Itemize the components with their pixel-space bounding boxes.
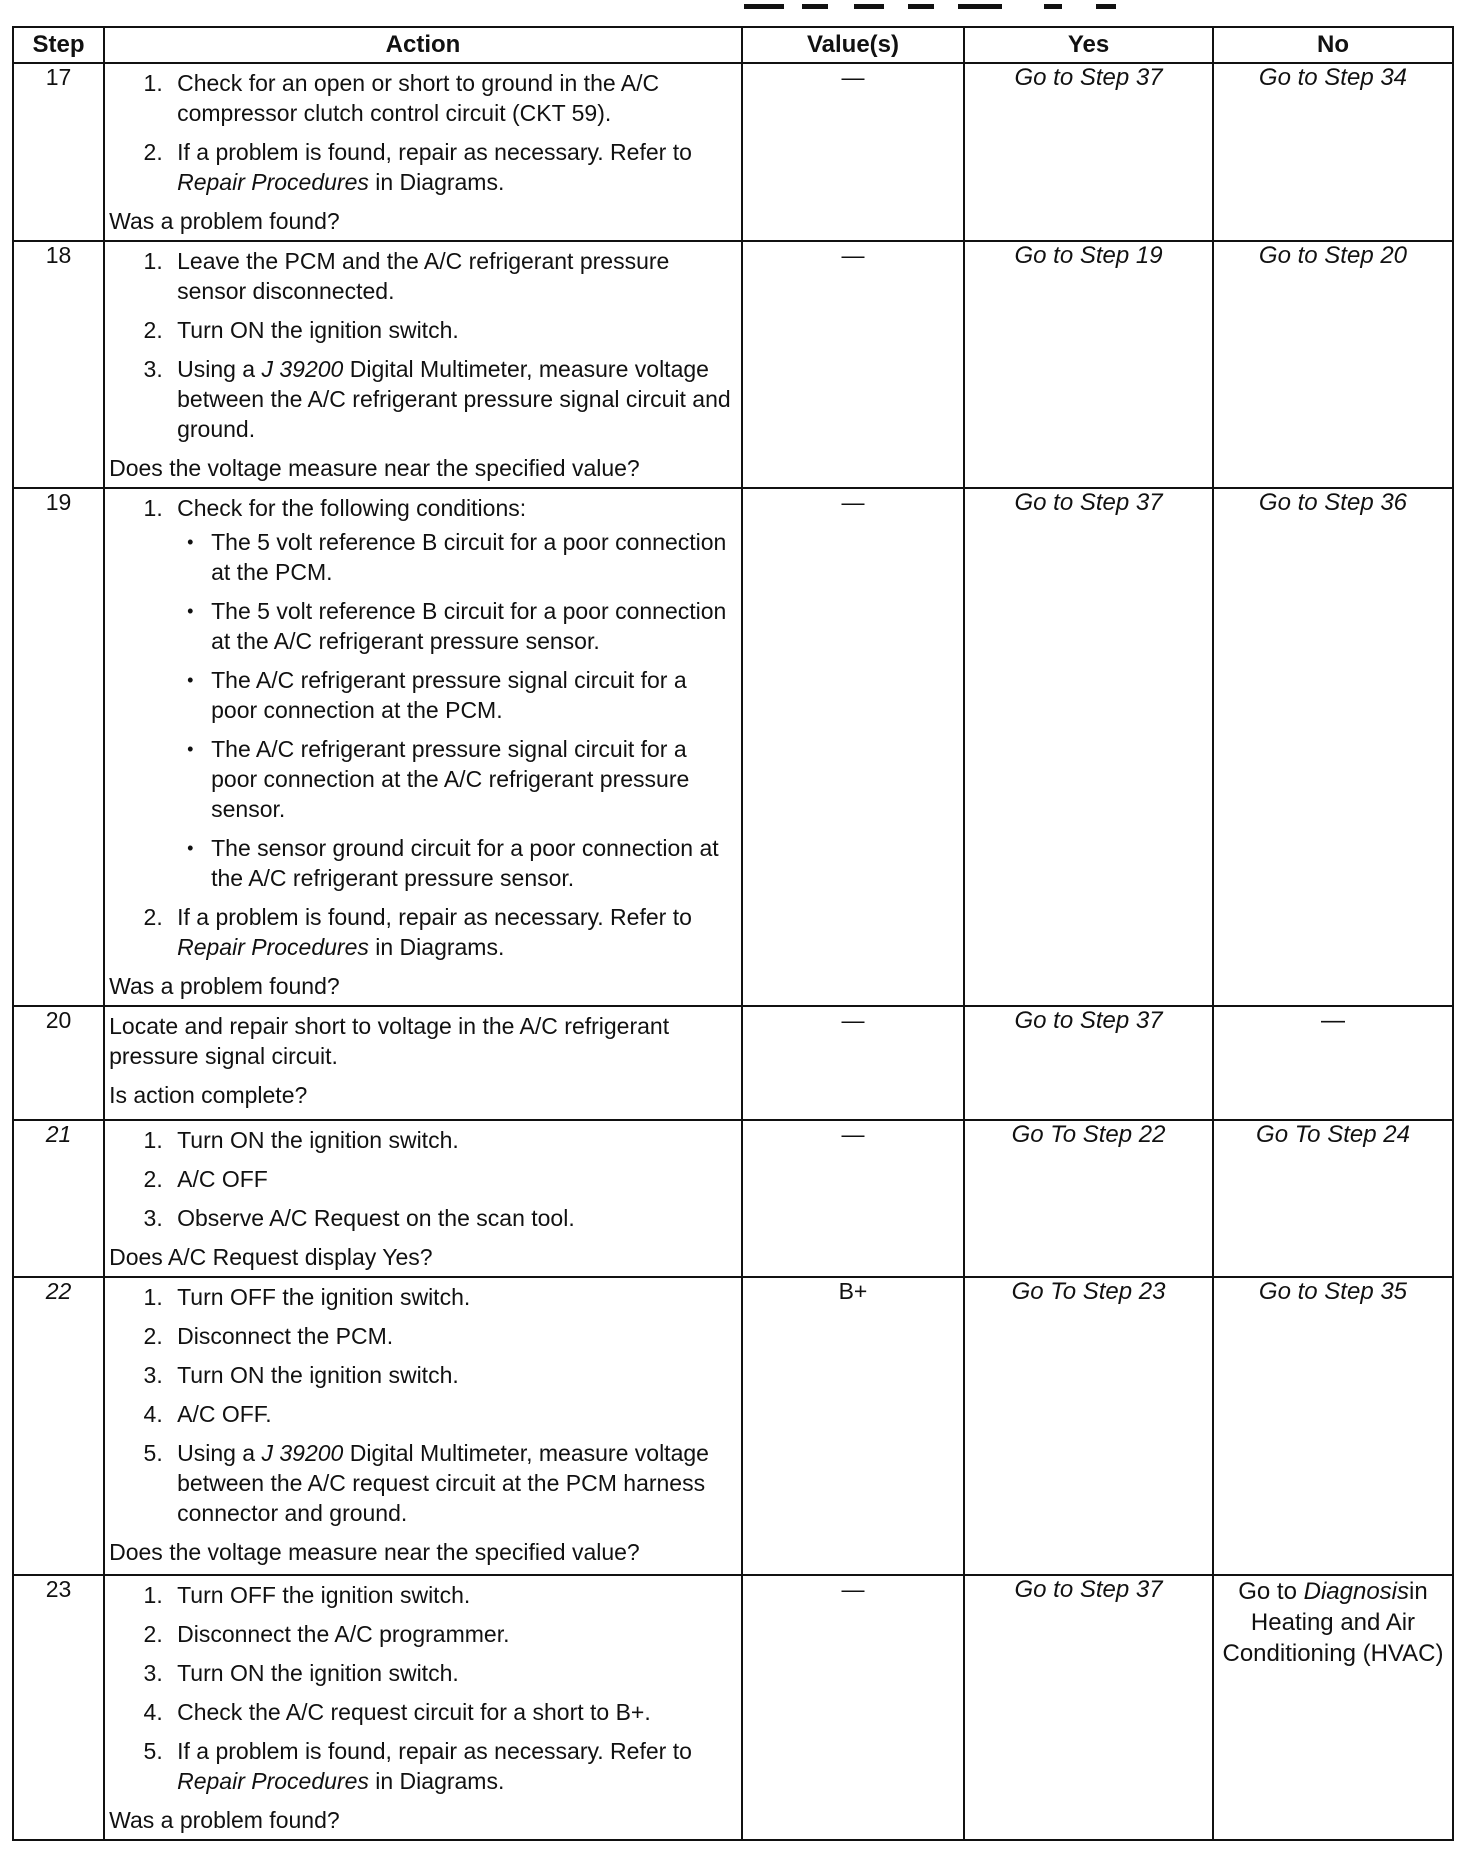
action-item: 1. Turn OFF the ignition switch. xyxy=(169,1282,735,1312)
action-cell xyxy=(104,1120,742,1277)
action-steps xyxy=(109,246,735,444)
action-cell xyxy=(104,63,742,241)
table-row xyxy=(13,63,1453,241)
value-cell: — xyxy=(742,241,964,488)
action-question: Was a problem found? xyxy=(109,208,340,234)
yes-result: Go to Step 37 xyxy=(964,488,1213,1006)
value-cell: — xyxy=(742,63,964,241)
action-item: 2. Turn ON the ignition switch. xyxy=(169,315,735,345)
table-row xyxy=(13,1006,1453,1120)
yes-result: Go To Step 23 xyxy=(964,1277,1213,1575)
action-item: 2. A/C OFF xyxy=(169,1164,735,1194)
yes-result: Go to Step 37 xyxy=(964,1006,1213,1120)
action-item: 4. A/C OFF. xyxy=(169,1399,735,1429)
header-values: Value(s) xyxy=(742,27,964,63)
no-result: Go to Step 20 xyxy=(1213,241,1453,488)
action-cell xyxy=(104,241,742,488)
action-question: Was a problem found? xyxy=(109,973,340,999)
yes-result: Go to Step 37 xyxy=(964,63,1213,241)
step-number: 19 xyxy=(13,488,104,1006)
action-steps xyxy=(109,68,735,197)
action-item: 1. Check for an open or short to ground in the A/C compressor clutch control circuit (CKT 59). xyxy=(169,68,735,128)
action-steps xyxy=(109,1125,735,1233)
step-number: 20 xyxy=(13,1006,104,1120)
condition-item: • The sensor ground circuit for a poor connection at the A/C refrigerant pressure sensor. xyxy=(211,833,735,893)
action-item: 5. If a problem is found, repair as necessary. Refer to Repair Procedures in Diagrams. xyxy=(169,1736,735,1796)
condition-item: • The A/C refrigerant pressure signal circuit for a poor connection at the A/C refrigerant pressure sensor. xyxy=(211,734,735,824)
action-item: 1. Check for the following conditions: • The 5 volt reference B circuit for a poor connection at the PCM. • The 5 volt reference B circuit for a poor connection at the A/C refrigerant pressure sensor. • The A/C refrigerant pressure signal circuit for a poor connection at the PCM. • The A/C refrigerant pressure signal circuit for a poor connection at the A/C refrigerant pressure sensor. • The sensor ground circuit for a poor connection at the A/C refrigerant pressure sensor. xyxy=(169,493,735,893)
step-number: 17 xyxy=(13,63,104,241)
value-cell: B+ xyxy=(742,1277,964,1575)
diagnostic-table xyxy=(12,26,1454,1841)
table-row xyxy=(13,1277,1453,1575)
header-no: No xyxy=(1213,27,1453,63)
action-question: Does the voltage measure near the specified value? xyxy=(109,1539,640,1565)
cropped-title-remnant xyxy=(744,0,1124,14)
value-cell: — xyxy=(742,1120,964,1277)
condition-item: • The A/C refrigerant pressure signal circuit for a poor connection at the PCM. xyxy=(211,665,735,725)
action-item: 2. Disconnect the PCM. xyxy=(169,1321,735,1351)
no-result: Go to Step 34 xyxy=(1213,63,1453,241)
action-item: 3. Turn ON the ignition switch. xyxy=(169,1360,735,1390)
no-result: Go to Diagnosisin Heating and Air Conditioning (HVAC) xyxy=(1213,1575,1453,1840)
table-row xyxy=(13,1575,1453,1840)
no-result: Go To Step 24 xyxy=(1213,1120,1453,1277)
step-number: 18 xyxy=(13,241,104,488)
action-item: 3. Turn ON the ignition switch. xyxy=(169,1658,735,1688)
action-steps xyxy=(109,1282,735,1528)
yes-result: Go to Step 19 xyxy=(964,241,1213,488)
action-cell xyxy=(104,1277,742,1575)
action-item: 2. Disconnect the A/C programmer. xyxy=(169,1619,735,1649)
action-item: 3. Using a J 39200 Digital Multimeter, measure voltage between the A/C refrigerant pressure signal circuit and ground. xyxy=(169,354,735,444)
action-steps xyxy=(109,493,735,962)
header-row xyxy=(13,27,1453,63)
action-cell xyxy=(104,1006,742,1120)
action-question: Is action complete? xyxy=(109,1082,308,1108)
step-number: 22 xyxy=(13,1277,104,1575)
action-item: 2. If a problem is found, repair as necessary. Refer to Repair Procedures in Diagrams. xyxy=(169,902,735,962)
action-question: Does the voltage measure near the specified value? xyxy=(109,455,640,481)
value-cell: — xyxy=(742,488,964,1006)
step-number: 21 xyxy=(13,1120,104,1277)
action-item: 2. If a problem is found, repair as necessary. Refer to Repair Procedures in Diagrams. xyxy=(169,137,735,197)
action-steps xyxy=(109,1580,735,1796)
condition-item: • The 5 volt reference B circuit for a poor connection at the A/C refrigerant pressure sensor. xyxy=(211,596,735,656)
yes-result: Go to Step 37 xyxy=(964,1575,1213,1840)
header-yes: Yes xyxy=(964,27,1213,63)
action-text: Locate and repair short to voltage in the A/C refrigerant pressure signal circuit. xyxy=(109,1013,670,1069)
table-row xyxy=(13,241,1453,488)
action-cell xyxy=(104,488,742,1006)
no-result: Go to Step 35 xyxy=(1213,1277,1453,1575)
header-step: Step xyxy=(13,27,104,63)
action-question: Was a problem found? xyxy=(109,1807,340,1833)
value-cell: — xyxy=(742,1006,964,1120)
action-cell xyxy=(104,1575,742,1840)
table-row xyxy=(13,1120,1453,1277)
action-item: 3. Observe A/C Request on the scan tool. xyxy=(169,1203,735,1233)
step-number: 23 xyxy=(13,1575,104,1840)
action-item: 5. Using a J 39200 Digital Multimeter, measure voltage between the A/C request circuit at the PCM harness connector and ground. xyxy=(169,1438,735,1528)
yes-result: Go To Step 22 xyxy=(964,1120,1213,1277)
action-item: 1. Turn OFF the ignition switch. xyxy=(169,1580,735,1610)
action-question: Does A/C Request display Yes? xyxy=(109,1244,433,1270)
value-cell: — xyxy=(742,1575,964,1840)
action-item: 1. Turn ON the ignition switch. xyxy=(169,1125,735,1155)
action-item: 4. Check the A/C request circuit for a short to B+. xyxy=(169,1697,735,1727)
condition-item: • The 5 volt reference B circuit for a poor connection at the PCM. xyxy=(211,527,735,587)
header-action: Action xyxy=(104,27,742,63)
action-item: 1. Leave the PCM and the A/C refrigerant pressure sensor disconnected. xyxy=(169,246,735,306)
no-result: — xyxy=(1213,1006,1453,1120)
no-result: Go to Step 36 xyxy=(1213,488,1453,1006)
condition-list xyxy=(177,527,735,893)
table-row xyxy=(13,488,1453,1006)
